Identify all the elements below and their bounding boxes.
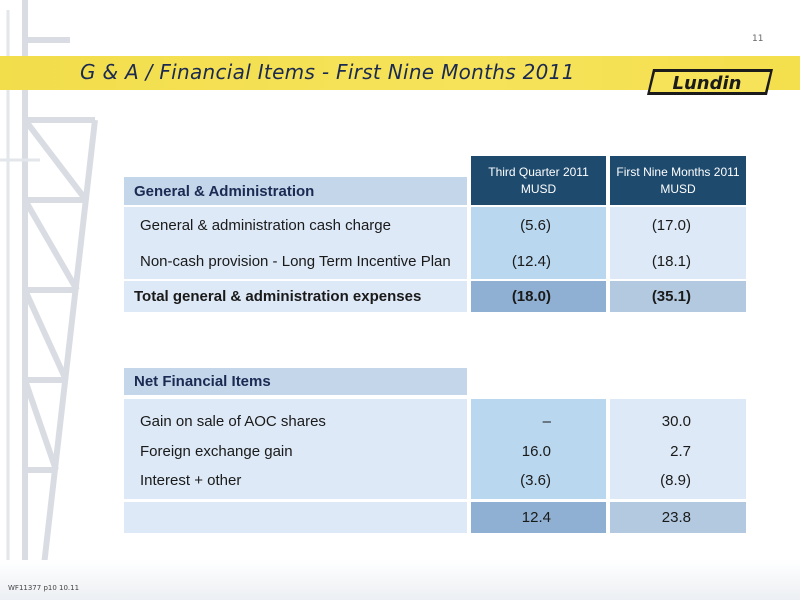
ga-row-q3-value: (12.4) — [511, 252, 551, 270]
nfi-row-q3-value: – — [542, 412, 551, 430]
nfi-row-q3-value: 16.0 — [521, 442, 551, 460]
page-number: 11 — [752, 34, 764, 44]
ga-col-header-nine-line1: First Nine Months 2011 — [616, 164, 740, 179]
slide-title: G & A / Financial Items - First Nine Months 2011 — [80, 60, 575, 84]
oil-rig-background — [0, 0, 140, 600]
ga-row-q3-value: (5.6) — [520, 216, 551, 234]
ga-section-label: General & Administration — [124, 177, 467, 205]
lundin-logo — [645, 67, 775, 97]
svg-text:Lundin: Lundin — [672, 73, 742, 94]
ga-row-label: Non-cash provision - Long Term Incentive Plan — [140, 252, 451, 270]
ga-total-nine-value: (35.1) — [610, 281, 746, 312]
nfi-total-nine-value: 23.8 — [610, 502, 746, 533]
nfi-row-label: Interest + other — [140, 471, 242, 489]
ga-total-label: Total general & administration expenses — [124, 281, 467, 312]
nfi-total-q3-value: 12.4 — [471, 502, 606, 533]
ga-col-header-q3 — [471, 156, 606, 205]
ga-col-header-q3-line1: Third Quarter 2011 — [488, 164, 589, 179]
nfi-row-q3-value: (3.6) — [520, 471, 551, 489]
nfi-row-nine-value: 30.0 — [661, 412, 691, 430]
nfi-row-label: Foreign exchange gain — [140, 442, 293, 460]
ga-total-q3-value: (18.0) — [471, 281, 606, 312]
ga-col-header-nine — [610, 156, 746, 205]
nfi-row-nine-value: (8.9) — [660, 471, 691, 489]
ga-row-nine-value: (17.0) — [651, 216, 691, 234]
footer-wave-background — [0, 560, 800, 600]
footer-reference: WF11377 p10 10.11 — [8, 584, 80, 592]
nfi-row-label: Gain on sale of AOC shares — [140, 412, 326, 430]
ga-row-nine-value: (18.1) — [651, 252, 691, 270]
ga-col-header-nine-line2: MUSD — [660, 181, 696, 196]
nfi-total-label-bg — [124, 502, 467, 533]
ga-row-label: General & administration cash charge — [140, 216, 391, 234]
ga-col-header-q3-line2: MUSD — [520, 181, 557, 196]
nfi-row-nine-value: 2.7 — [670, 442, 691, 460]
nfi-section-label: Net Financial Items — [124, 368, 467, 395]
